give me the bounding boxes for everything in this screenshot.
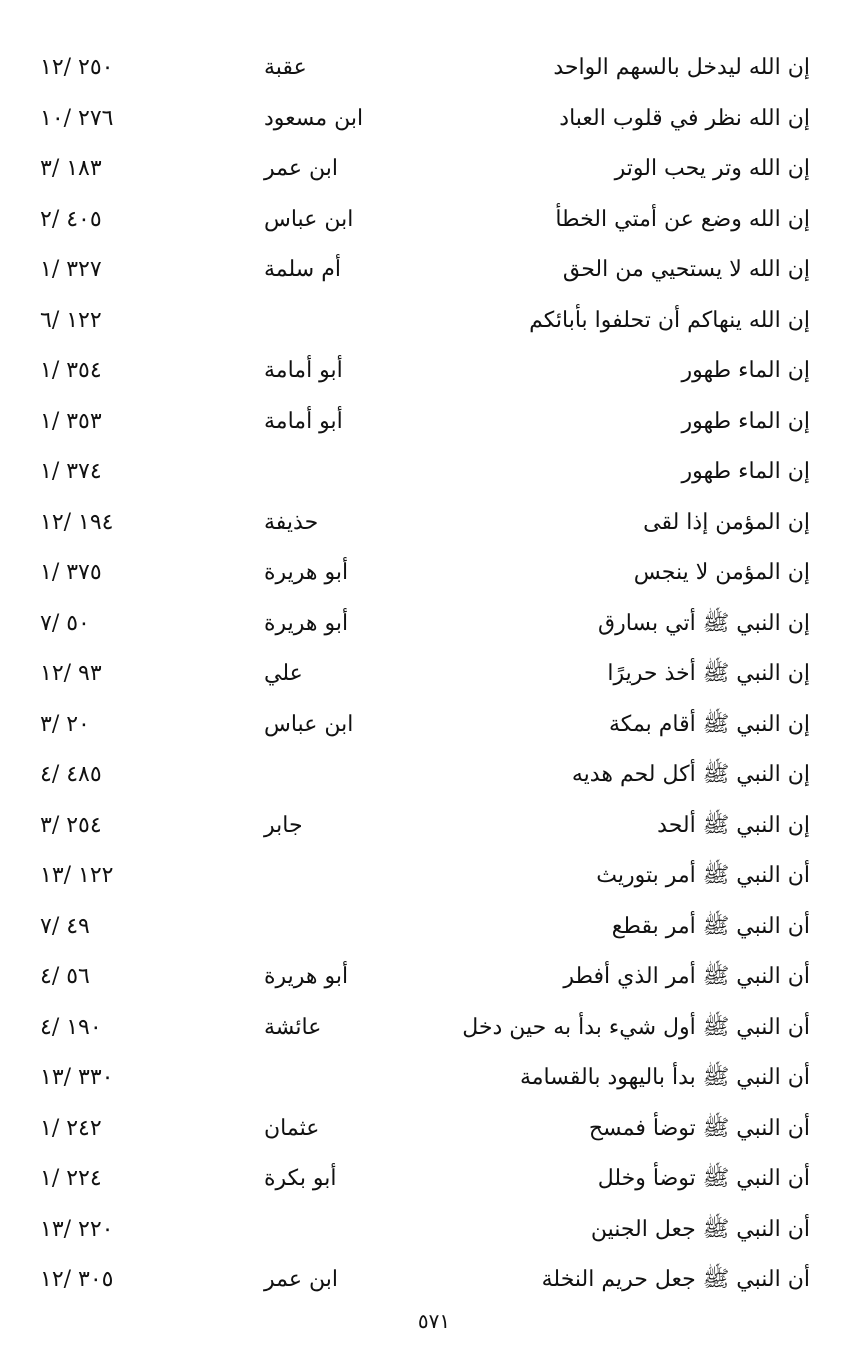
narrator: أبو أمامة: [264, 358, 343, 383]
table-row: [40, 299, 810, 350]
volume-page-ref: ٢٥٤ /٣: [40, 812, 102, 838]
volume-page-ref: ٣٥٤ /١: [40, 358, 102, 383]
table-row: [40, 501, 810, 552]
table-row: [40, 602, 810, 653]
volume-page-ref: ٢٥٠ /١٢: [40, 55, 114, 80]
hadith-text: إن الله ينهاكم أن تحلفوا بأبائكم: [529, 307, 810, 333]
hadith-text: إن الله ليدخل بالسهم الواحد: [553, 55, 810, 80]
hadith-text: إن الماء طهور: [681, 408, 810, 434]
volume-page-ref: ٣٢٧ /١: [40, 257, 102, 282]
volume-page-ref: ١٩٠ /٤: [40, 1014, 102, 1040]
hadith-text: إن المؤمن إذا لقى: [643, 509, 810, 535]
hadith-text: إن الله وضع عن أمتي الخطأ: [555, 206, 810, 232]
table-row: [40, 1056, 810, 1107]
table-row: [40, 46, 810, 97]
table-row: [40, 450, 810, 501]
volume-page-ref: ٢٢٤ /١: [40, 1166, 102, 1191]
volume-page-ref: ٥٦ /٤: [40, 964, 90, 989]
hadith-index-table: [40, 46, 810, 1309]
volume-page-ref: ٤٨٥ /٤: [40, 762, 102, 787]
volume-page-ref: ٩٣ /١٢: [40, 661, 102, 686]
table-row: [40, 955, 810, 1006]
table-row: [40, 551, 810, 602]
narrator: ابن مسعود: [264, 105, 364, 131]
hadith-text: إن الله لا يستحيي من الحق: [562, 257, 810, 282]
page-number: ٥٧١: [417, 1309, 451, 1333]
hadith-text: إن الله وتر يحب الوتر: [614, 156, 810, 181]
hadith-text: أن النبي ﷺ توضأ فمسح: [588, 1115, 810, 1141]
table-row: [40, 703, 810, 754]
table-row: [40, 97, 810, 148]
volume-page-ref: ١٩٤ /١٢: [40, 509, 114, 535]
volume-page-ref: ١٢٢ /٦: [40, 307, 102, 333]
narrator: جابر: [264, 812, 303, 838]
hadith-text: أن النبي ﷺ أمر الذي أفطر: [563, 964, 810, 989]
narrator: عثمان: [264, 1115, 320, 1141]
narrator: أبو أمامة: [264, 408, 343, 434]
hadith-text: أن النبي ﷺ أمر بتوريث: [596, 863, 810, 888]
narrator: أبو بكرة: [264, 1166, 337, 1191]
table-row: [40, 1157, 810, 1208]
narrator: حذيفة: [264, 509, 319, 535]
table-row: [40, 248, 810, 299]
hadith-text: أن النبي ﷺ توضأ وخلل: [597, 1166, 810, 1191]
volume-page-ref: ٥٠ /٧: [40, 610, 90, 636]
narrator: أبو هريرة: [264, 560, 349, 585]
hadith-text: أن النبي ﷺ جعل الجنين: [590, 1216, 810, 1242]
volume-page-ref: ٢٠ /٣: [40, 711, 90, 737]
table-row: [40, 147, 810, 198]
table-row: [40, 652, 810, 703]
volume-page-ref: ٢٧٦ /١٠: [40, 105, 114, 131]
hadith-text: إن الله نظر في قلوب العباد: [559, 105, 810, 131]
hadith-text: إن النبي ﷺ أخذ حريرًا: [607, 661, 810, 686]
table-row: [40, 198, 810, 249]
narrator: عقبة: [264, 55, 307, 80]
volume-page-ref: ١٨٣ /٣: [40, 156, 102, 181]
table-row: [40, 1107, 810, 1158]
hadith-text: إن النبي ﷺ أكل لحم هديه: [571, 762, 810, 787]
table-row: [40, 1006, 810, 1057]
volume-page-ref: ٤٩ /٧: [40, 913, 90, 939]
table-row: [40, 1208, 810, 1259]
narrator: عائشة: [264, 1014, 322, 1040]
table-row: [40, 854, 810, 905]
table-row: [40, 349, 810, 400]
narrator: أم سلمة: [264, 257, 341, 282]
volume-page-ref: ٣٠٥ /١٢: [40, 1267, 114, 1292]
volume-page-ref: ١٢٢ /١٣: [40, 863, 114, 888]
table-row: [40, 400, 810, 451]
hadith-text: أن النبي ﷺ بدأ باليهود بالقسامة: [519, 1065, 810, 1090]
table-row: [40, 1258, 810, 1309]
volume-page-ref: ٣٧٤ /١: [40, 459, 102, 484]
volume-page-ref: ٤٠٥ /٢: [40, 206, 102, 232]
hadith-text: أن النبي ﷺ أول شيء بدأ به حين دخل: [462, 1014, 810, 1040]
narrator: ابن عمر: [264, 156, 338, 181]
narrator: ابن عمر: [264, 1267, 338, 1292]
hadith-text: إن النبي ﷺ أتي بسارق: [598, 610, 810, 636]
narrator: علي: [264, 661, 303, 686]
hadith-text: إن النبي ﷺ أقام بمكة: [609, 711, 810, 737]
hadith-text: إن النبي ﷺ ألحد: [657, 812, 810, 838]
hadith-text: أن النبي ﷺ أمر بقطع: [611, 913, 810, 939]
hadith-text: إن الماء طهور: [681, 358, 810, 383]
narrator: ابن عباس: [264, 206, 354, 232]
volume-page-ref: ٢٤٢ /١: [40, 1115, 102, 1141]
table-row: [40, 753, 810, 804]
volume-page-ref: ٣٥٣ /١: [40, 408, 102, 434]
narrator: ابن عباس: [264, 711, 354, 737]
table-row: [40, 905, 810, 956]
table-row: [40, 804, 810, 855]
volume-page-ref: ٢٢٠ /١٣: [40, 1216, 114, 1242]
volume-page-ref: ٣٧٥ /١: [40, 560, 102, 585]
volume-page-ref: ٣٣٠ /١٣: [40, 1065, 114, 1090]
hadith-text: إن المؤمن لا ينجس: [633, 560, 810, 585]
hadith-text: أن النبي ﷺ جعل حريم النخلة: [541, 1267, 810, 1292]
narrator: أبو هريرة: [264, 964, 349, 989]
hadith-text: إن الماء طهور: [681, 459, 810, 484]
narrator: أبو هريرة: [264, 610, 349, 636]
